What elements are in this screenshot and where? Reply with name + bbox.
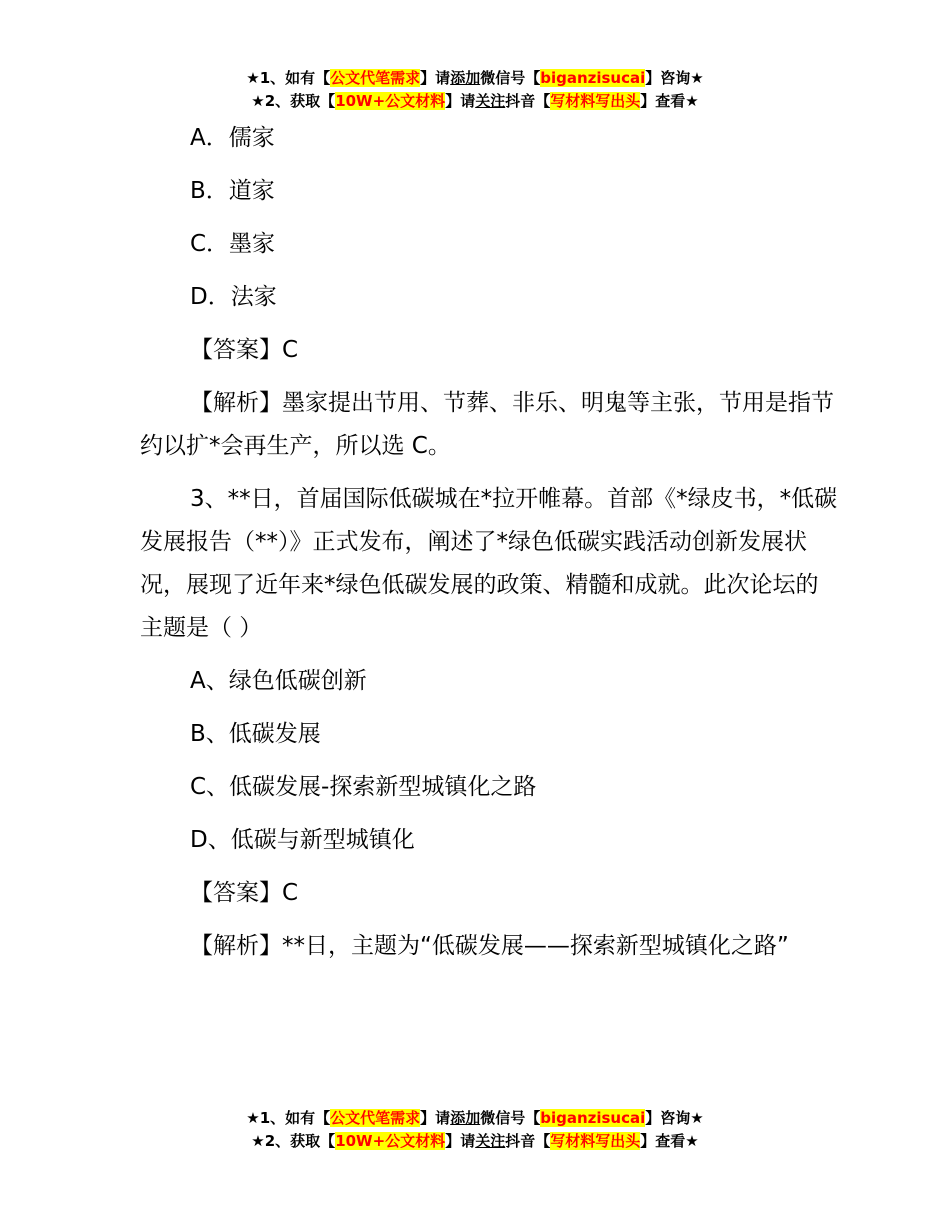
footer-line-2: [0, 1130, 950, 1153]
header-underline-add: 添加: [450, 69, 481, 87]
footer-highlight-service: 公文代笔需求: [330, 1109, 421, 1127]
document-body: [140, 117, 840, 978]
footer-line-1-text: 】咨询★: [645, 1109, 704, 1127]
footer-highlight-douyin: 写材料写出头: [550, 1132, 641, 1150]
header-underline-follow: 关注: [475, 92, 506, 110]
q2-option-c: C．墨家: [190, 231, 276, 257]
header-line-2-text: 抖音【: [505, 92, 551, 110]
q2-answer: 【答案】C: [190, 337, 299, 363]
header-line-1-text: 】咨询★: [645, 69, 704, 87]
q3-option-c: C、低碳发展-探索新型城镇化之路: [190, 774, 537, 800]
footer-underline-add: 添加: [450, 1109, 481, 1127]
footer-line-2-text: ★2、获取【: [251, 1132, 336, 1150]
q3-option-a: A、绿色低碳创新: [190, 668, 367, 694]
header-highlight-wechat: biganzisucai: [540, 69, 646, 87]
q3-option-d: D、低碳与新型城镇化: [190, 827, 415, 853]
q3-option-b: B、低碳发展: [190, 721, 321, 747]
q3-question: 3、**日，首届国际低碳城在*拉开帷幕。首部《*绿皮书，*低碳发展报告（**）》正式发布，阐述了*绿色低碳实践活动创新发展状况，展现了近年来*绿色低碳发展的政策、精髓和成就。此次论坛的主题是（ ）: [140, 486, 838, 641]
header-line-1-text: ★1、如有【: [246, 69, 331, 87]
q2-option-b: B．道家: [190, 178, 275, 204]
q3-analysis: 【解析】**日，主题为“低碳发展——探索新型城镇化之路”: [190, 933, 789, 959]
header-line-2: [0, 90, 950, 113]
header-highlight-service: 公文代笔需求: [330, 69, 421, 87]
footer-line-1-text: ★1、如有【: [246, 1109, 331, 1127]
footer-highlight-wechat: biganzisucai: [540, 1109, 646, 1127]
footer-line-2-text: 】查看★: [640, 1132, 699, 1150]
footer-banner: [0, 1107, 950, 1153]
q2-option-d: D．法家: [190, 284, 277, 310]
footer-line-1: [0, 1107, 950, 1130]
header-line-2-text: 】查看★: [640, 92, 699, 110]
header-line-2-text: ★2、获取【: [251, 92, 336, 110]
q2-option-a: A．儒家: [190, 125, 275, 151]
header-highlight-materials: 10W+公文材料: [335, 92, 446, 110]
q2-analysis: 【解析】墨家提出节用、节葬、非乐、明鬼等主张，节用是指节约以扩*会再生产，所以选 C。: [140, 390, 834, 459]
header-line-1-text: 】请: [420, 69, 451, 87]
footer-underline-follow: 关注: [475, 1132, 506, 1150]
header-line-1: [0, 67, 950, 90]
footer-line-2-text: 】请: [445, 1132, 476, 1150]
footer-highlight-materials: 10W+公文材料: [335, 1132, 446, 1150]
header-line-2-text: 】请: [445, 92, 476, 110]
footer-line-1-text: 微信号【: [480, 1109, 541, 1127]
footer-line-2-text: 抖音【: [505, 1132, 551, 1150]
footer-line-1-text: 】请: [420, 1109, 451, 1127]
header-line-1-text: 微信号【: [480, 69, 541, 87]
header-banner: [0, 67, 950, 113]
header-highlight-douyin: 写材料写出头: [550, 92, 641, 110]
q3-answer: 【答案】C: [190, 880, 299, 906]
